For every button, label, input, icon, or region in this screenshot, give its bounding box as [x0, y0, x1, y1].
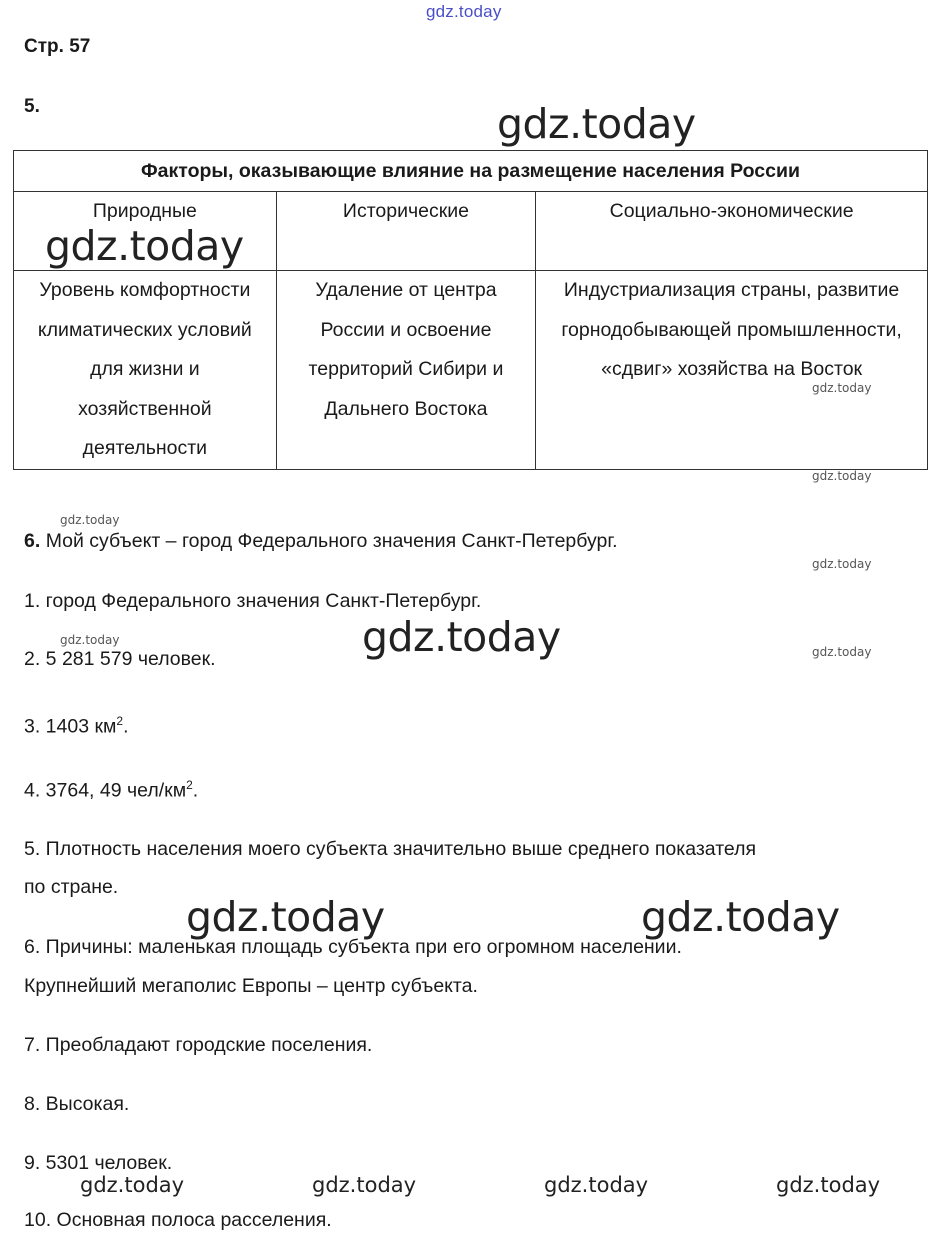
column-header-historical: Исторические: [276, 192, 535, 271]
page-label: Стр. 57: [24, 36, 91, 57]
answer-line: [24, 778, 198, 803]
table-cell-natural: Уровень комфортности климатических условий для жизни и хозяйственной деятельности: [14, 271, 277, 470]
superscript: 2: [186, 778, 193, 792]
table-title: Факторы, оказывающие влияние на размещение населения России: [14, 151, 928, 192]
table-cell-historical: Удаление от центра России и освоение территорий Сибири и Дальнего Востока: [276, 271, 535, 470]
watermark: gdz.today: [60, 633, 120, 647]
watermark: gdz.today: [544, 1173, 649, 1197]
answer-line: 5. Плотность населения моего субъекта значительно выше среднего показателя: [24, 838, 757, 860]
watermark: gdz.today: [312, 1173, 417, 1197]
answer-line: 7. Преобладают городские поселения.: [24, 1034, 373, 1056]
factors-table: [13, 150, 928, 470]
watermark: gdz.today: [812, 557, 872, 571]
task-6-number: 6.: [24, 530, 41, 552]
task-6-intro: [24, 530, 618, 553]
column-header-natural: Природные: [14, 192, 277, 271]
column-header-socioeconomic: Социально-экономические: [536, 192, 928, 271]
answer-line: [24, 714, 129, 739]
answer-line: 6. Причины: маленькая площадь субъекта при его огромном населении.: [24, 936, 682, 958]
answer-line: 9. 5301 человек.: [24, 1152, 173, 1174]
table-cell-socioeconomic: Индустриализация страны, развитие горнодобывающей промышленности, «сдвиг» хозяйства на Восток: [536, 271, 928, 470]
task-5-number: 5.: [24, 96, 40, 117]
watermark: gdz.today: [186, 893, 385, 941]
watermark: gdz.today: [362, 613, 561, 661]
answer-line: Крупнейший мегаполис Европы – центр субъекта.: [24, 975, 478, 997]
watermark: gdz.today: [45, 222, 244, 270]
watermark: gdz.today: [812, 645, 872, 659]
watermark: gdz.today: [812, 381, 872, 395]
answer-line: по стране.: [24, 876, 119, 898]
watermark: gdz.today: [80, 1173, 185, 1197]
task-6-intro-text: Мой субъект – город Федерального значения Санкт-Петербург.: [45, 530, 618, 552]
watermark-top: gdz.today: [426, 2, 502, 21]
answer-line: 1. город Федерального значения Санкт-Петербург.: [24, 590, 482, 612]
answer-text: 4. 3764, 49 чел/км: [24, 779, 187, 802]
watermark: gdz.today: [641, 893, 840, 941]
watermark: gdz.today: [776, 1173, 881, 1197]
answer-line: 2. 5 281 579 человек.: [24, 648, 216, 670]
answer-line: 10. Основная полоса расселения.: [24, 1209, 332, 1231]
answer-text: 3. 1403 км: [24, 715, 117, 738]
watermark: gdz.today: [60, 513, 120, 527]
superscript: 2: [116, 714, 124, 728]
answer-suffix: .: [123, 715, 129, 738]
watermark: gdz.today: [497, 100, 696, 148]
answer-suffix: .: [192, 779, 199, 802]
answer-line: 8. Высокая.: [24, 1093, 130, 1115]
watermark: gdz.today: [812, 469, 872, 483]
